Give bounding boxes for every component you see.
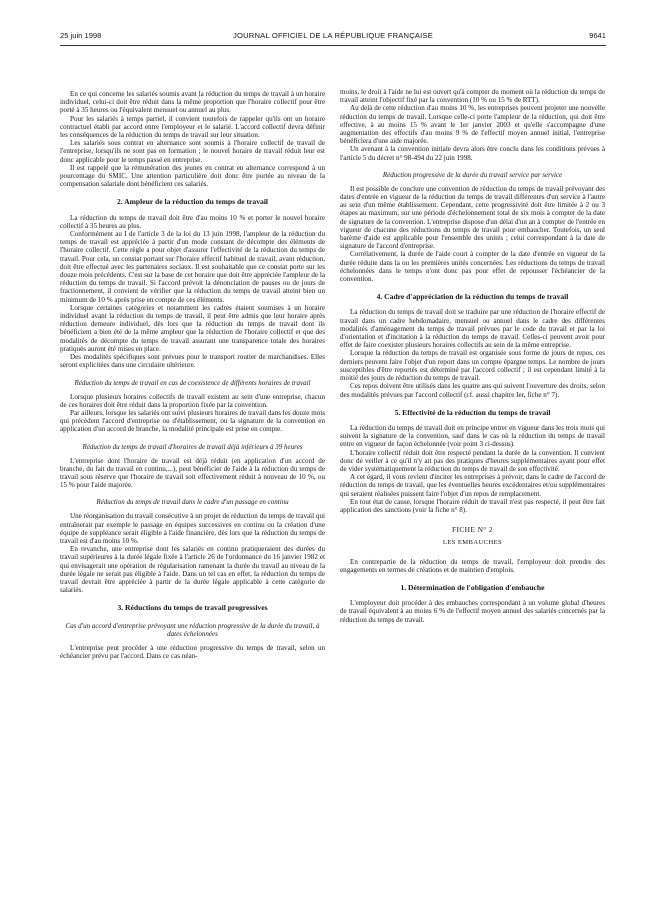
paragraph: moins, le droit à l'aide ne lui est ouvert qu'à compter du moment où la réduction du temps de travail atteint l'objectif fixé par la convention (10 % ou 15 % de RTT). [340,88,605,105]
subheading: Réduction progressive de la durée du travail service par service [382,170,563,179]
paragraph: Une réorganisation du travail consécutive à un projet de réduction du temps de travail qui entraînerait par exemple le passage en équipes successives en continu ou la création d'une équipe de suppléance serait éligible à l'aide financière, dès lors que la réduction du temps de travail est d'au moins 10 %. [60,512,325,545]
paragraph: Lorsque certaines catégories et notamment les cadres étaient soumises à un horaire individuel avant la réduction du temps de travail, il peut être admis que leur horaire après réduction demeure individuel, dès lors que la réduction du temps de travail dont ils bénéficient a bien été de la même ampleur que la réduction de l'horaire collectif et que des modalités de décompte du temps de travail assurant une transparence totale des horaires pratiqués auront été mises en place. [60,303,325,353]
paragraph: L'employeur doit procéder à des embauches correspondant à un volume global d'heures de travail équivalent à au moins 6 % de l'effectif moyen annuel des salariés concernés par la réduction du temps de travail. [340,599,605,624]
paragraph: En tout état de cause, lorsque l'horaire réduit de travail n'est pas respecté, il peut être fait application des sanctions (voir la fiche n° 8). [340,497,605,514]
page-number: 9641 [589,31,606,40]
paragraph: Des modalités spécifiques sont prévues pour le transport routier de marchandises. Elles seront explicitées dans une circulaire ultérieure. [60,353,325,370]
paragraph: Les salariés sous contrat en alternance sont soumis à l'horaire collectif de travail de l'entreprise, lorsqu'ils ne sont pas en formation ; le nouvel horaire de travail réduit leur est donc applicable pour le temps passé en entreprise. [60,139,325,164]
paragraph: L'horaire collectif réduit doit être respecté pendant la durée de la convention. Il convient donc de veiller à ce qu'il n'y ait pas des pratiques d'heures supplémentaires ayant pour effet de vider systématiquement la réduction du temps de travail de son effectivité. [340,448,605,473]
section-heading-3: 3. Réductions du temps de travail progressives [117,603,268,613]
section-heading-1: 1. Détermination de l'obligation d'embauche [400,582,545,592]
paragraph: En contrepartie de la réduction du temps de travail, l'employeur doit prendre des engagements en termes de créations et de maintien d'emplois. [340,557,605,574]
right-column [340,88,605,878]
paragraph: Lorsque la réduction du temps de travail est organisée sous forme de jours de repos, ces derniers peuvent faire l'objet d'un report dans un compte épargne temps. Le nombre de jours susceptibles d'être reportés est déterminé par l'accord collectif ; il est cependant limité à la moitié des jours de réduction du temps de travail. [340,349,605,383]
section-heading-2: 2. Ampleur de la réduction du temps de travail [116,197,269,207]
paragraph: Pour les salariés à temps partiel, il convient toutefois de rappeler qu'ils ont un horaire contractuel établi par accord entre l'employeur et le salarié. L'accord collectif devra définir les conséquences de la réduction du temps de travail sur leur situation. [60,114,325,140]
fiche-title: FICHE N° 2 [451,525,494,535]
subheading: Réduction du temps de travail d'horaires de travail déjà inférieurs à 39 heures [82,442,303,451]
paragraph: La réduction du temps de travail doit être d'au moins 10 % et porter le nouvel horaire collectif à 35 heures au plus. [60,213,325,230]
paragraph: Il est rappelé que la rémunération des jeunes en contrat en alternance correspond à un pourcentage du SMIC. Une attention particulière doit donc être portée au niveau de la compensation salariale dont bénéficient ces salariés. [60,163,325,189]
paragraph: Un avenant à la convention initiale devra alors être conclu dans les conditions prévues à l'article 5 du décret n° 98-494 du 22 juin 1998. [340,145,605,162]
paragraph: La réduction du temps de travail doit se traduire par une réduction de l'horaire effectif de travail dans un cadre hebdomadaire, mensuel ou annuel dans le cadre des différentes modalités d'aménagement du temps de travail prévues par le code du travail et par la loi d'orientation et d'incitation à la réduction du temps de travail. Celles-ci peuvent avoir pour effet de faire coexister plusieurs horaires collectifs au sein de la même entreprise. [340,308,605,350]
subheading: Réduction du temps de travail dans le cadre d'un passage en continu [96,498,289,507]
header-date: 25 juin 1998 [60,31,102,40]
paragraph: Conformément au I de l'article 3 de la loi du 13 juin 1998, l'ampleur de la réduction du temps de travail est appréciée à partir d'un mode constant de décompte des éléments de l'horaire collectif. Cette règle a pour objet d'assurer l'effectivité de la réduction du temps de travail. Pour cela, un constat portant sur l'horaire effectif habituel de travail, avant réduction, doit être effectué avec les partenaires sociaux. Il est souhaitable que ce constat porte sur les douze mois précédents. C'est sur la base de cet horaire que doit être appréciée l'ampleur de la réduction du temps de travail. Si l'accord prévoit la dénonciation de pauses ou de jours de fractionnement, il convient de vérifier que la réduction du temps de travail atteint bien un minimum de 10 % après prise en compte de ces éléments. [60,230,325,304]
paragraph: Par ailleurs, lorsque les salariés ont suivi plusieurs horaires de travail dans les douze mois qui précèdent l'accord d'entreprise ou d'établissement, ou la signature de la convention en application d'un accord de branche, la modalité principale est prise en compte. [60,408,325,434]
paragraph: L'entreprise peut procéder à une réduction progressive du temps de travail, selon un échéancier prévu par l'accord. Dans ce cas néan- [60,643,325,660]
page-header [60,31,606,43]
paragraph: La réduction du temps de travail doit en principe entrer en vigueur dans les trois mois qui suivent la signature de la convention, sauf dans le cas où la réduction du temps de travail entre en vigueur de façon échelonnée (voir point 3 ci-dessus). [340,423,605,449]
paragraph: En ce qui concerne les salariés soumis avant la réduction du temps de travail à un horaire individuel, celui-ci doit être réduit dans la même proportion que l'horaire collectif pour être porté à 35 heures ou l'équivalent mensuel ou annuel au plus. [60,90,325,115]
header-divider [60,45,606,46]
paragraph: Ces repos doivent être utilisés dans les quatre ans qui suivent l'ouverture des droits, selon des modalités prévues par l'accord collectif (cf. aussi chapitre Ier, fiche n° 7). [340,382,605,399]
subheading: Cas d'un accord d'entreprise prévoyant une réduction progressive de la durée du travail, à dates échelonnées [65,621,320,638]
subheading: Réduction du temps de travail en cas de coexistence de différents horaires de travail [74,378,311,387]
section-heading-4: 4. Cadre d'appréciation de la réduction du temps de travail [376,292,569,302]
journal-title: JOURNAL OFFICIEL DE LA RÉPUBLIQUE FRANÇAISE [232,31,434,40]
fiche-subtitle: LES EMBAUCHES [442,539,503,547]
section-heading-5: 5. Effectivité de la réduction du temps de travail [394,407,551,417]
paragraph: Il est possible de conclure une convention de réduction du temps de travail prévoyant des dates d'entrée en vigueur de la réduction du temps de travail différentes d'un service à l'autre au sein d'un même établissement. Cependant, cette progressivité doit être limitée à 2 ou 3 étapes au maximum, sur une période d'échelonnement total de six mois à compter de la date de signature de la convention. L'entreprise dispose d'un délai d'un an à compter de l'entrée en vigueur de chacune des réductions du temps de travail pour embaucher. Toutefois, un seul barème d'aide est applicable pour l'ensemble des unités ; celui correspondant à la date de signature de l'accord d'entreprise. [340,184,605,251]
left-column [60,90,325,880]
paragraph: A cet égard, il vous revient d'inciter les entreprises à prévoir, dans le cadre de l'accord de réduction du temps de travail, que les éventuelles heures excédentaires et/ou supplémentaires qui seraient réalisées puissent faire l'objet d'un repos de remplacement. [340,473,605,498]
paragraph: Lorsque plusieurs horaires collectifs de travail existent au sein d'une entreprise, chacun de ces horaires doit être réduit dans la proportion fixée par la convention. [60,392,325,409]
paragraph: L'entreprise dont l'horaire de travail est déjà réduit (en application d'un accord de branche, du fait du travail en continu,...), peut bénéficier de l'aide à la réduction du temps de travail sous réserve que l'horaire de travail soit effectivement réduit à nouveau de 10 %, ou 15 % pour l'aide majorée. [60,456,325,490]
paragraph: Au delà de cette réduction d'au moins 10 %, les entreprises peuvent projeter une nouvelle réduction du temps de travail. Lorsque celle-ci porte l'ampleur de la réduction, qui doit être effective, à au moins 15 % avant le 1er janvier 2003 et qu'elle s'accompagne d'une augmentation des effectifs d'au moins 9 % de l'effectif moyen annuel initial, l'entreprise bénéficiera d'une aide majorée. [340,104,605,146]
paragraph: Corrélativement, la durée de l'aide court à compter de la date d'entrée en vigueur de la durée réduite dans la ou les premières unités concernées. Les réductions du temps de travail échelonnées dans le temps n'ont donc pas pour effet de repousser l'échéancier de la convention. [340,250,605,284]
paragraph: En revanche, une entreprise dont les salariés en continu pratiqueraient des durées du travail supérieures à la durée légale fixée à l'article 26 de l'ordonnance du 16 janvier 1982 et qui envisagerait une opération de régularisation ramenant la durée du travail au niveau de la durée légale ne serait pas éligible à l'aide. Dans un tel cas en effet, la réduction du temps de travail devrait être appréciée à partir de la durée légale applicable à cette catégorie de salariés. [60,545,325,595]
